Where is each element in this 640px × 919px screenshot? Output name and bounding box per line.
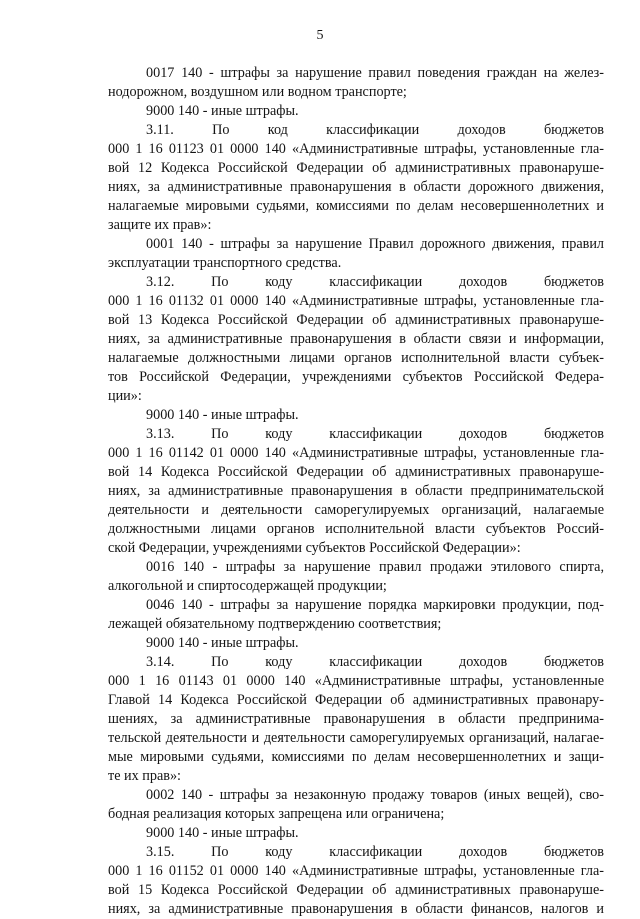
text-line: должностными лицами органов исполнительной власти субъектов Россий- <box>108 521 604 537</box>
text-line: защите их прав»: <box>108 217 212 233</box>
text-line: 9000 140 - иные штрафы. <box>146 103 299 119</box>
text-line: 000 1 16 01132 01 0000 140 «Административные штрафы, установленные гла- <box>108 293 604 309</box>
text-line: 9000 140 - иные штрафы. <box>146 825 299 841</box>
text-line: налагаемые должностными лицами органов исполнительной власти субъек- <box>108 350 604 366</box>
text-line: деятельности и деятельности саморегулируемых организаций, налагаемые <box>108 502 604 518</box>
text-line: вой 13 Кодекса Российской Федерации об административных правонаруше- <box>108 312 604 328</box>
text-line: шениях, за административные правонарушения в области предпринима- <box>108 711 604 727</box>
text-line: ниях, за административные правонарушения в области связи и информации, <box>108 331 604 347</box>
text-line: 0002 140 - штрафы за незаконную продажу товаров (иных вещей), сво- <box>146 787 604 803</box>
text-line: ской Федерации, учреждениями субъектов Российской Федерации»: <box>108 540 521 556</box>
text-line: ниях, за административные правонарушения в области финансов, налогов и <box>108 901 604 917</box>
text-line: Главой 14 Кодекса Российской Федерации об административных правонару- <box>108 692 604 708</box>
text-line: 3.13. По коду классификации доходов бюджетов <box>146 426 604 442</box>
text-line: ниях, за административные правонарушения в области дорожного движения, <box>108 179 604 195</box>
text-line: 000 1 16 01143 01 0000 140 «Административные штрафы, установленные <box>108 673 604 689</box>
text-line: 000 1 16 01142 01 0000 140 «Административные штрафы, установленные гла- <box>108 445 604 461</box>
text-line: 0016 140 - штрафы за нарушение правил продажи этилового спирта, <box>146 559 604 575</box>
text-line: нодорожном, воздушном или водном транспорте; <box>108 84 407 100</box>
text-line: 0017 140 - штрафы за нарушение правил поведения граждан на желез- <box>146 65 604 81</box>
text-line: 0046 140 - штрафы за нарушение порядка маркировки продукции, под- <box>146 597 604 613</box>
text-line: 000 1 16 01152 01 0000 140 «Административные штрафы, установленные гла- <box>108 863 604 879</box>
text-line: лежащей обязательному подтверждению соответствия; <box>108 616 442 632</box>
text-line: 0001 140 - штрафы за нарушение Правил дорожного движения, правил <box>146 236 604 252</box>
page-number: 5 <box>316 28 324 43</box>
text-line: 9000 140 - иные штрафы. <box>146 635 299 651</box>
text-line: вой 15 Кодекса Российской Федерации об административных правонаруше- <box>108 882 604 898</box>
text-line: 9000 140 - иные штрафы. <box>146 407 299 423</box>
text-line: налагаемые мировыми судьями, комиссиями по делам несовершеннолетних и <box>108 198 604 214</box>
text-line: тов Российской Федерации, учреждениями субъектов Российской Федера- <box>108 369 604 385</box>
text-line: 3.14. По коду классификации доходов бюджетов <box>146 654 604 670</box>
text-line: ции»: <box>108 388 142 404</box>
text-line: алкогольной и спиртосодержащей продукции; <box>108 578 387 594</box>
text-line: тельской деятельности и деятельности саморегулируемых организаций, налагае- <box>108 730 604 746</box>
text-line: вой 14 Кодекса Российской Федерации об административных правонаруше- <box>108 464 604 480</box>
text-line: 3.11. По код классификации доходов бюджетов <box>146 122 604 138</box>
text-line: ниях, за административные правонарушения в области предпринимательской <box>108 483 604 499</box>
text-line: те их прав»: <box>108 768 181 784</box>
text-line: мые мировыми судьями, комиссиями по делам несовершеннолетних и защи- <box>108 749 604 765</box>
text-line: вой 12 Кодекса Российской Федерации об административных правонаруше- <box>108 160 604 176</box>
text-line: 3.12. По коду классификации доходов бюджетов <box>146 274 604 290</box>
text-line: 3.15. По коду классификации доходов бюджетов <box>146 844 604 860</box>
text-line: эксплуатации транспортного средства. <box>108 255 342 271</box>
text-line: бодная реализация которых запрещена или ограничена; <box>108 806 445 822</box>
text-line: 000 1 16 01123 01 0000 140 «Административные штрафы, установленные гла- <box>108 141 604 157</box>
